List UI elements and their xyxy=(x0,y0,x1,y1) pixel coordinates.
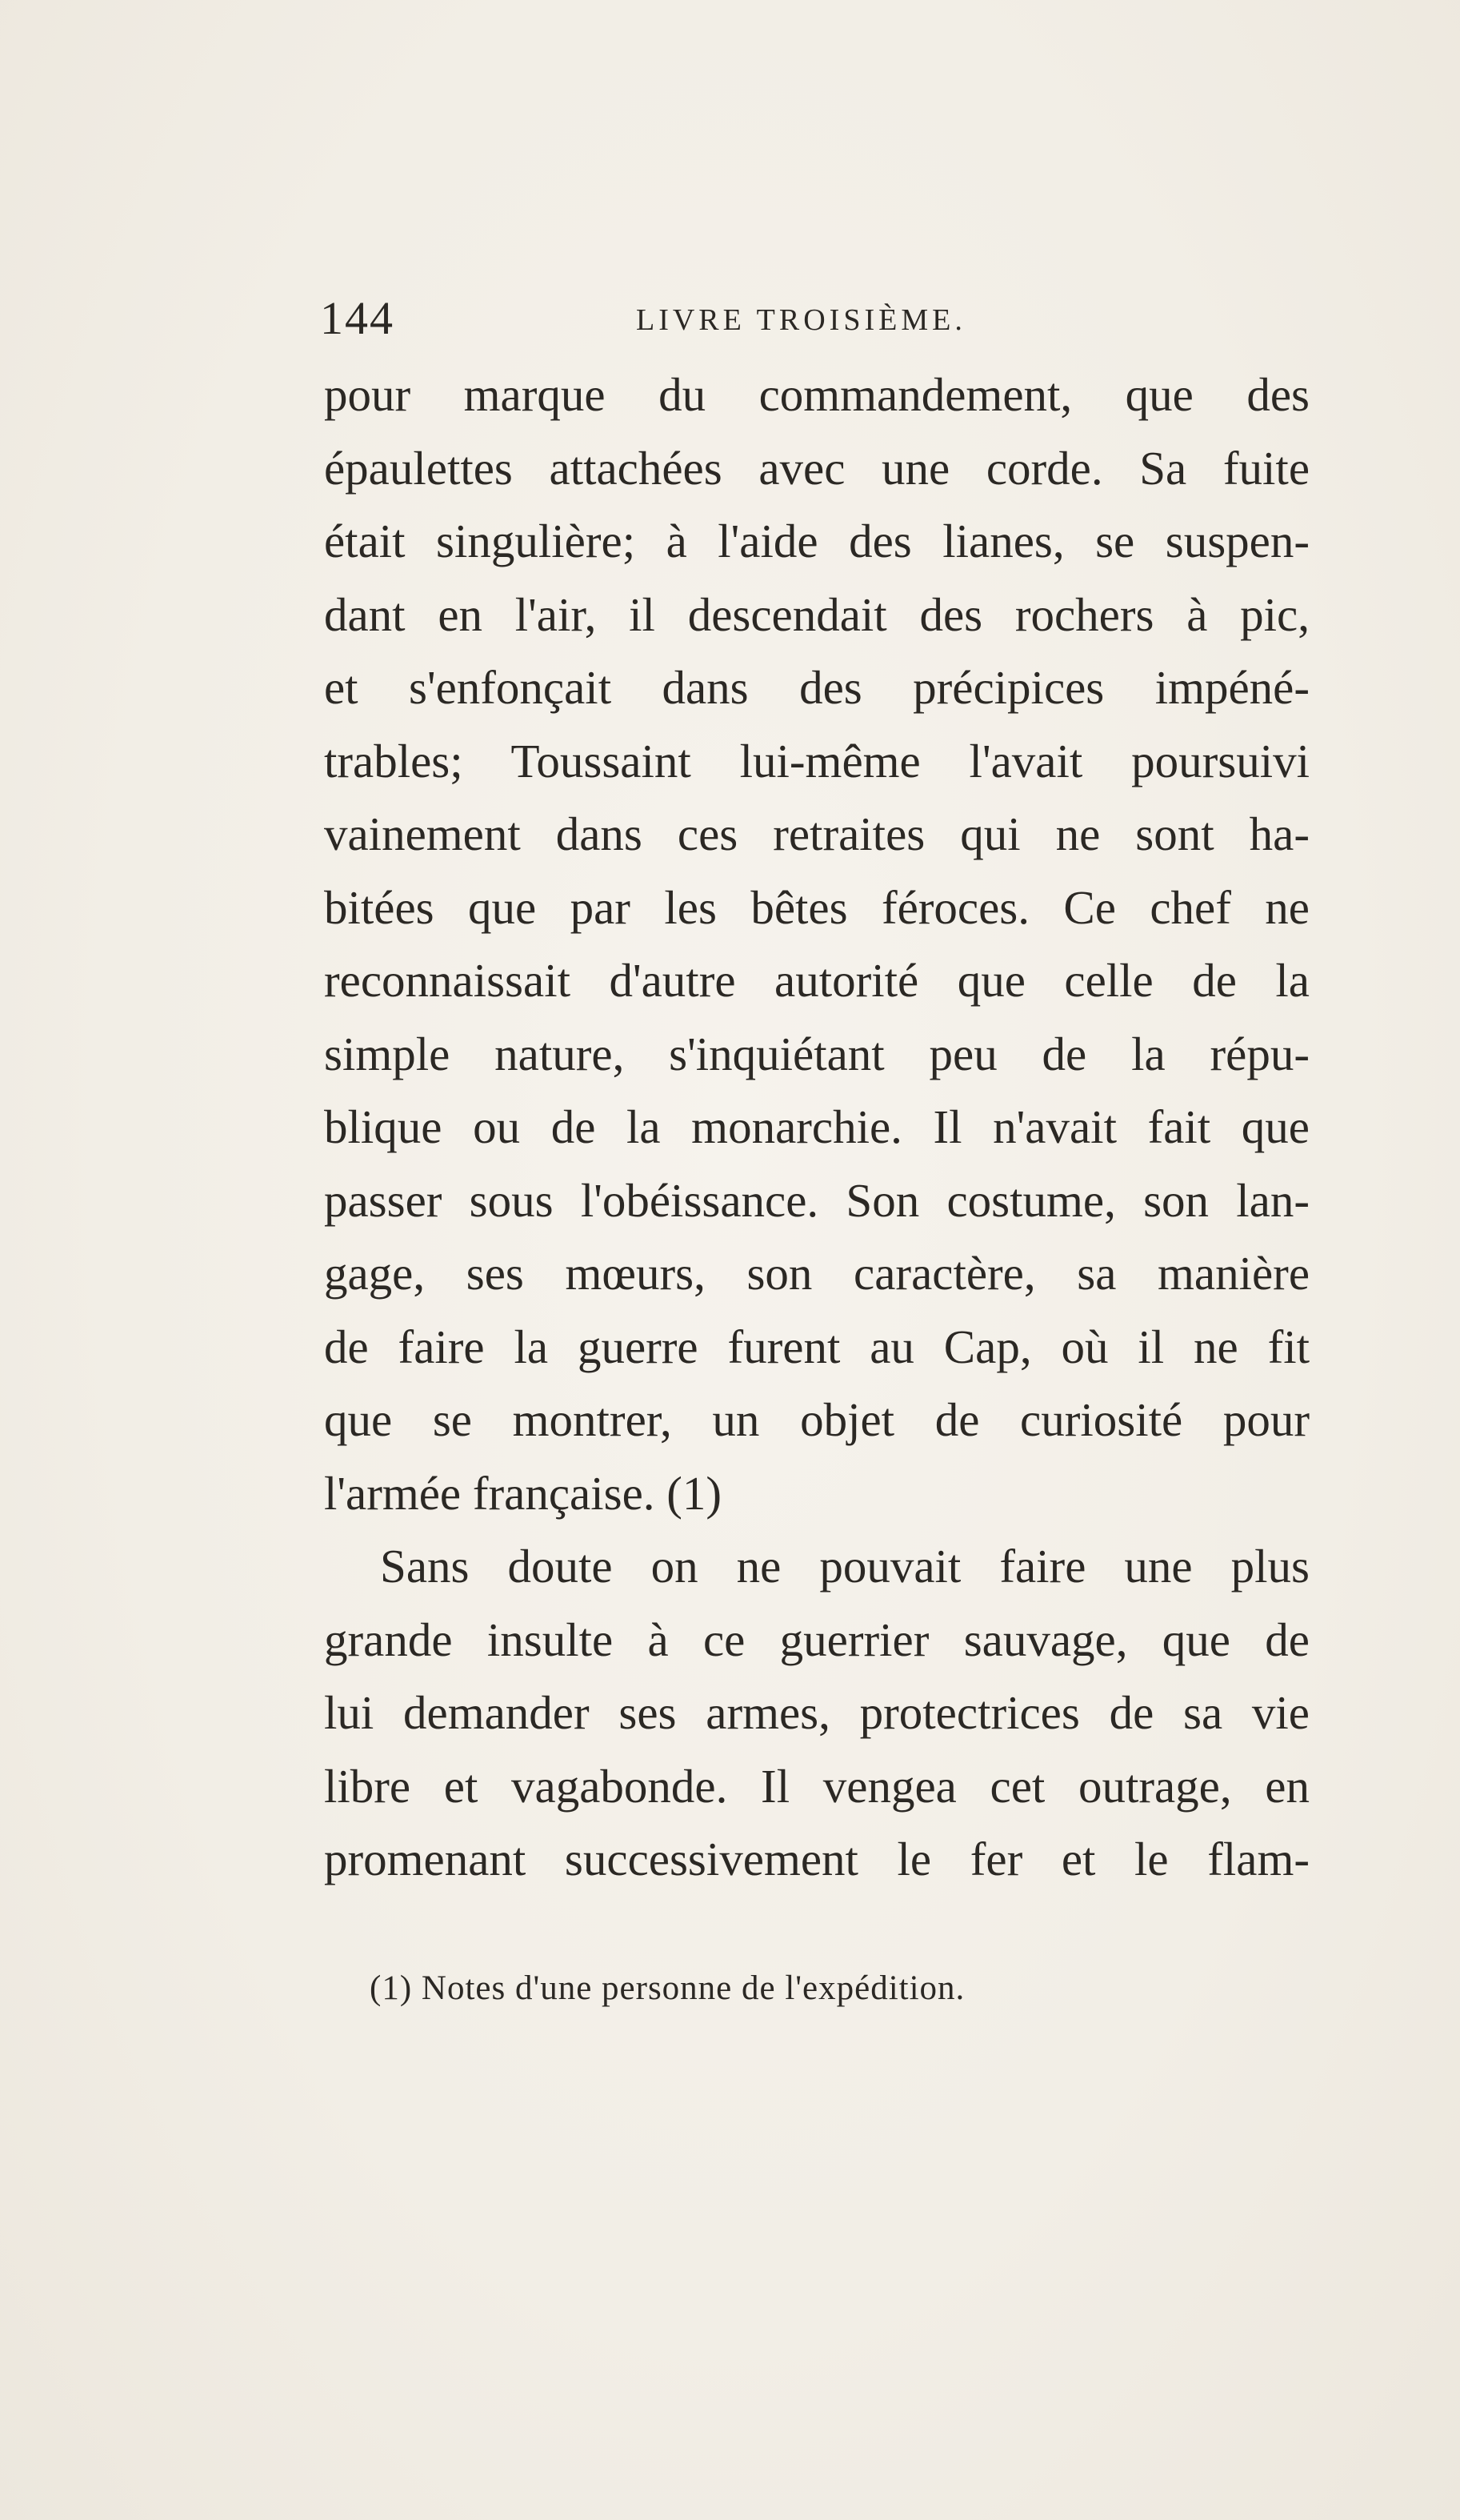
text-line: passer sous l'obéissance. Son costume, son lan- xyxy=(324,1173,1310,1227)
text-line: simple nature, s'inquiétant peu de la répu- xyxy=(324,1027,1310,1080)
text-line: reconnaissait d'autre autorité que celle de la xyxy=(324,954,1310,1007)
text-line: lui demander ses armes, protectrices de sa vie xyxy=(324,1686,1310,1739)
text-line: que se montrer, un objet de curiosité pour xyxy=(324,1393,1310,1446)
text-line: grande insulte à ce guerrier sauvage, que de xyxy=(324,1613,1310,1666)
text-line: bitées que par les bêtes féroces. Ce chef ne xyxy=(324,880,1310,934)
body-text xyxy=(324,359,1310,1897)
text-line-paragraph-end: l'armée française. (1) xyxy=(324,1466,722,1520)
text-line: de faire la guerre furent au Cap, où il ne fit xyxy=(324,1320,1310,1373)
text-line: gage, ses mœurs, son caractère, sa manière xyxy=(324,1247,1310,1300)
text-line: épaulettes attachées avec une corde. Sa fuite xyxy=(324,441,1310,495)
text-line: trables; Toussaint lui-même l'avait poursuivi xyxy=(324,734,1310,787)
text-line: libre et vagabonde. Il vengea cet outrage, en xyxy=(324,1759,1310,1813)
text-line: vainement dans ces retraites qui ne sont ha- xyxy=(324,807,1310,860)
running-head: LIVRE TROISIÈME. xyxy=(636,303,966,337)
footnote: (1) Notes d'une personne de l'expédition. xyxy=(370,1969,966,2007)
text-line: pour marque du commandement, que des xyxy=(324,368,1310,421)
page-number: 144 xyxy=(320,292,394,344)
text-line-paragraph-start: Sans doute on ne pouvait faire une plus xyxy=(380,1540,1310,1593)
text-line: était singulière; à l'aide des lianes, se suspen- xyxy=(324,515,1310,567)
text-line: promenant successivement le fer et le flam- xyxy=(324,1833,1310,1885)
page-header xyxy=(320,286,1312,351)
text-line: et s'enfonçait dans des précipices impéné- xyxy=(324,661,1310,714)
text-line: blique ou de la monarchie. Il n'avait fait que xyxy=(324,1100,1310,1153)
text-line: dant en l'air, il descendait des rochers à pic, xyxy=(324,587,1310,641)
